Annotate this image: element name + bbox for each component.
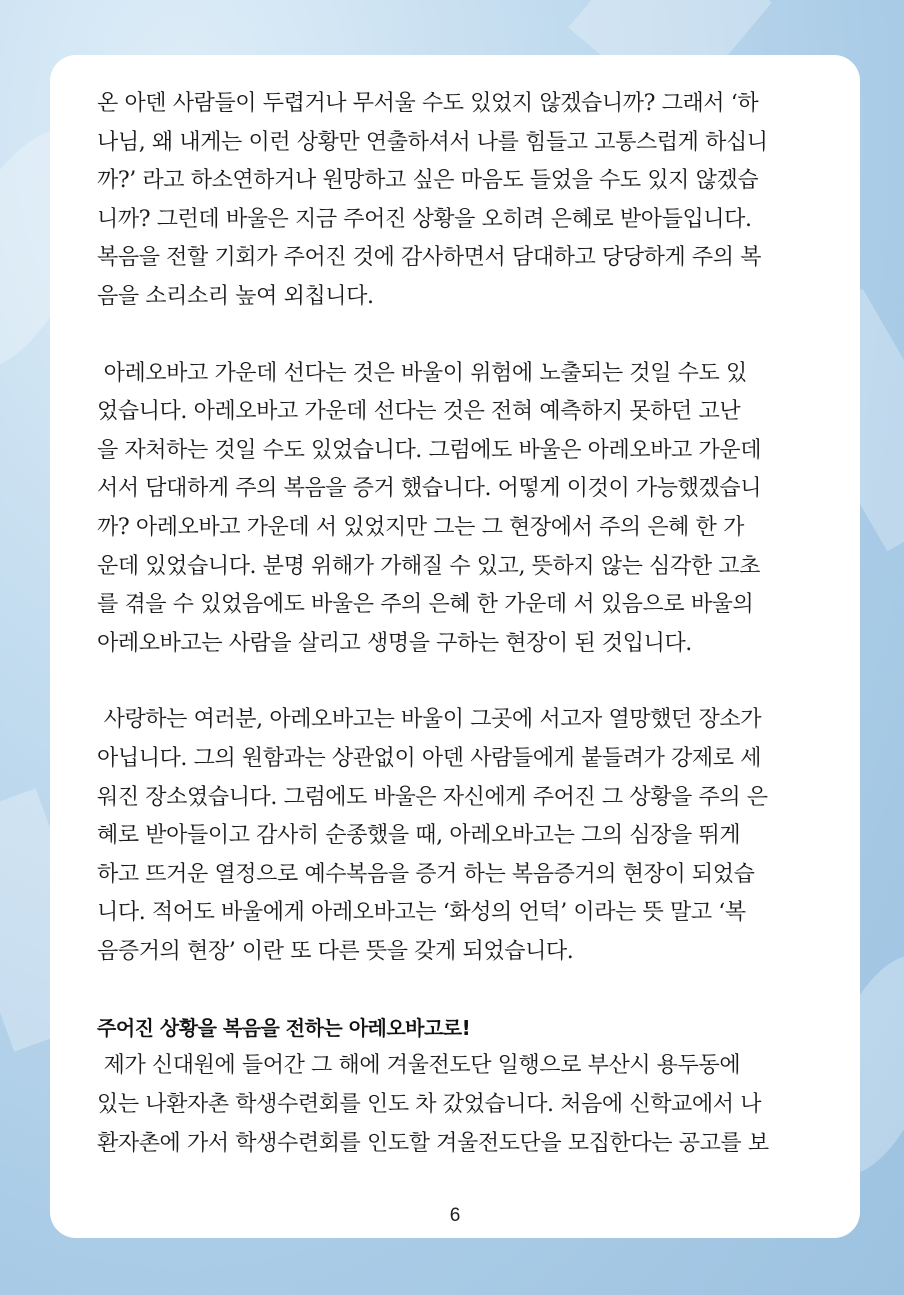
section-heading: 주어진 상황을 복음을 전하는 아레오바고로! — [97, 1016, 471, 1041]
paragraph-gap — [97, 663, 815, 701]
paragraph-4: 제가 신대원에 들어간 그 해에 겨울전도단 일행으로 부산시 용두동에 있는 나환자촌 학생수련회를 인도 차 갔었습니다. 처음에 신학교에서 나 환자촌에 가서 학생수련회를 인도할 겨울전도단을 모집한다는 공고를 보 — [97, 1053, 769, 1156]
paragraph-gap — [97, 971, 815, 1009]
page-content — [50, 55, 860, 1238]
paragraph-1: 온 아덴 사람들이 두렵거나 무서울 수도 있었지 않겠습니까? 그래서 ‘하 나님, 왜 내게는 이런 상황만 연출하셔서 나를 힘들고 고통스럽게 하십니 까?’ 라고 하소연하거나 원망하고 싶은 마음도 들었을 수도 있지 않겠습 니까? 그런데 바울은 지금 주어진 상황을 오히려 은혜로 받아들입니다. 복음을 전할 기회가 주어진 것에 감사하면서 담대하고 당당하게 주의 복 음을 소리소리 높여 외칩니다. — [97, 91, 768, 309]
paragraph-2: 아레오바고 가운데 선다는 것은 바울이 위험에 노출되는 것일 수도 있 었습니다. 아레오바고 가운데 선다는 것은 전혀 예측하지 못하던 고난 을 자처하는 것일 수도 있었습니다. 그럼에도 바울은 아레오바고 가운데 서서 담대하게 주의 복음을 증거 했습니다. 어떻게 이것이 가능했겠습니 까? 아레오바고 가운데 서 있었지만 그는 그 현장에서 주의 은혜 한 가 운데 있었습니다. 분명 위해가 가해질 수 있고, 뜻하지 않는 심각한 고초 를 겪을 수 있었음에도 바울은 주의 은혜 한 가운데 서 있음으로 바울의 아레오바고는 사람을 살리고 생명을 구하는 현장이 된 것입니다. — [97, 360, 762, 656]
paragraph-3: 사랑하는 여러분, 아레오바고는 바울이 그곳에 서고자 열망했던 장소가 아닙니다. 그의 원함과는 상관없이 아덴 사람들에게 붙들려가 강제로 세 워진 장소였습니다. 그럼에도 바울은 자신에게 주어진 그 상황을 주의 은 혜로 받아들이고 감사히 순종했을 때, 아레오바고는 그의 심장을 뛰게 하고 뜨거운 열정으로 예수복음을 증거 하는 복음증거의 현장이 되었습 니다. 적어도 바울에게 아레오바고는 ‘화성의 언덕’ 이라는 뜻 말고 ‘복 음증거의 현장’ 이란 또 다른 뜻을 갖게 되었습니다. — [97, 707, 768, 964]
page-number: 6 — [449, 1205, 461, 1226]
paragraph-gap — [97, 317, 815, 355]
